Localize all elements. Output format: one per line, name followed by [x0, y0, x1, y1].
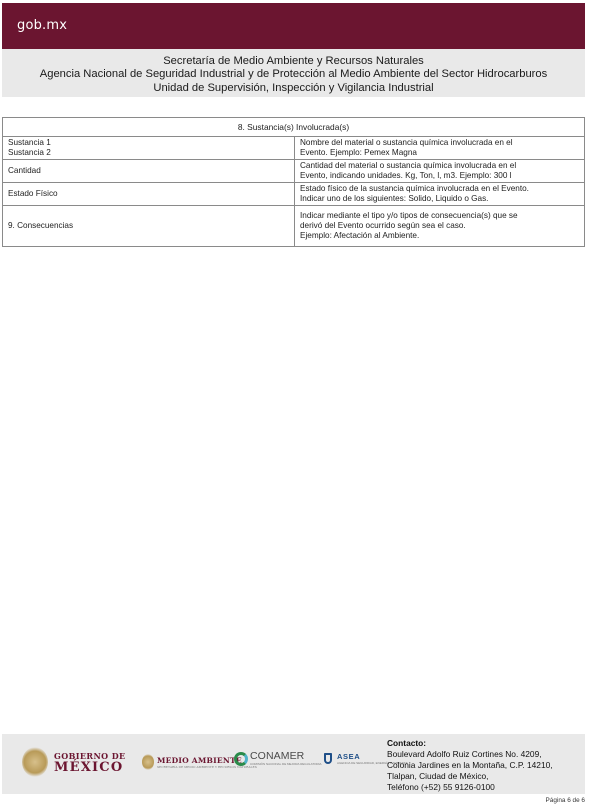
field-line: Sustancia 2 — [8, 148, 51, 157]
field-cell — [3, 206, 295, 247]
contact-title: Contacto: — [387, 738, 427, 748]
contact-line: Boulevard Adolfo Ruiz Cortines No. 4209, — [387, 749, 542, 759]
description-line: Cantidad del material o sustancia química involucrada en el — [300, 161, 517, 170]
contact-line: Tlalpan, Ciudad de México, — [387, 771, 489, 781]
table-row — [3, 137, 585, 160]
description-line: derivó del Evento ocurrido según sea el caso. — [300, 221, 466, 230]
description-cell — [295, 137, 585, 160]
table-row — [3, 183, 585, 206]
contact-phone: Teléfono (+52) 55 9126-0100 — [387, 782, 495, 792]
logo-text: MEDIO AMBIENTE — [157, 755, 242, 765]
description-cell — [295, 206, 585, 247]
coat-of-arms-icon — [22, 747, 48, 777]
gobierno-de-mexico-logo — [22, 747, 126, 777]
gob-mx-link[interactable]: gob.mx — [17, 18, 68, 33]
description-line: Evento. Ejemplo: Pemex Magna — [300, 148, 417, 157]
description-line: Evento, indicando unidades. Kg, Ton, l, m3. Ejemplo: 300 l — [300, 171, 512, 180]
logo-subtext: COMISIÓN NACIONAL DE MEJORA REGULATORIA — [250, 762, 322, 766]
page-footer — [2, 734, 585, 794]
field-line: Estado Físico — [8, 189, 58, 198]
table-row — [3, 206, 585, 247]
field-cell — [3, 160, 295, 183]
description-line: Estado físico de la sustancia química involucrada en el Evento. — [300, 184, 529, 193]
contact-line: Colonia Jardines en la Montaña, C.P. 14210, — [387, 760, 553, 770]
table-heading-row — [3, 118, 585, 137]
header-secretaria: Secretaría de Medio Ambiente y Recursos Naturales — [163, 55, 424, 67]
logo-text: ASEA — [337, 752, 361, 761]
logo-text: MÉXICO — [54, 760, 124, 775]
logo-subtext: AGENCIA DE SEGURIDAD, ENERGÍA Y AMBIENTE — [337, 761, 408, 765]
field-cell — [3, 137, 295, 160]
description-line: Nombre del material o sustancia química involucrada en el — [300, 138, 513, 147]
description-cell — [295, 160, 585, 183]
description-line: Indicar uno de los siguientes: Solido, Liquido o Gas. — [300, 194, 489, 203]
conamer-ring-icon — [234, 752, 248, 766]
substances-table — [2, 117, 585, 247]
header-agencia: Agencia Nacional de Seguridad Industrial y de Protección al Medio Ambiente del Sector Hidrocarburos — [39, 68, 548, 80]
description-line: Ejemplo: Afectación al Ambiente. — [300, 231, 420, 240]
field-line: 9. Consecuencias — [8, 221, 74, 230]
page-header — [2, 49, 585, 97]
shield-icon — [324, 753, 332, 764]
top-bar — [2, 3, 585, 49]
coat-of-arms-icon — [142, 754, 154, 770]
logo-text: GOBIERNO DE — [54, 751, 126, 761]
conamer-logo — [234, 751, 321, 766]
description-line: Indicar mediante el tipo y/o tipos de consecuencia(s) que se — [300, 211, 518, 220]
header-unidad: Unidad de Supervisión, Inspección y Vigilancia Industrial — [153, 82, 434, 94]
table-row — [3, 160, 585, 183]
logo-subtext: SECRETARÍA DE MEDIO AMBIENTE Y RECURSOS NATURALES — [157, 764, 257, 769]
description-cell — [295, 183, 585, 206]
field-line: Cantidad — [8, 166, 41, 175]
logo-text: CONAMER — [250, 750, 305, 762]
field-cell — [3, 183, 295, 206]
page-number: Página 6 de 6 — [545, 797, 585, 804]
table-heading: 8. Sustancia(s) Involucrada(s) — [3, 118, 585, 137]
field-line: Sustancia 1 — [8, 138, 51, 147]
contact-block — [387, 738, 553, 793]
